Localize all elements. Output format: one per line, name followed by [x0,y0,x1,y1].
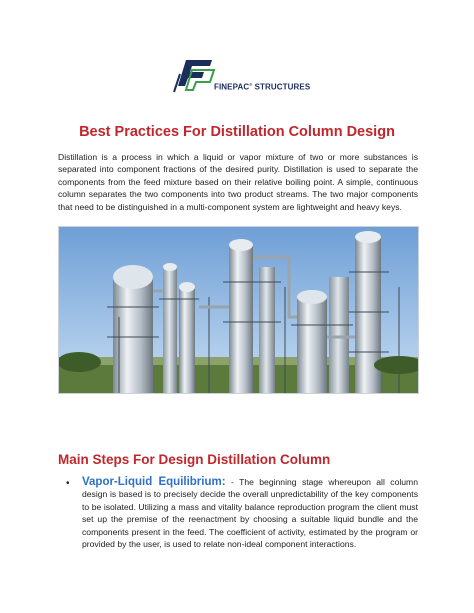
step-term: Vapor-Liquid Equilibrium: [82,476,226,488]
distillation-plant-photo [58,226,419,394]
registered-mark: ® [249,82,253,87]
finepac-logo-mark-icon [170,52,218,96]
step-description: - The beginning stage whereupon all column design is based is to precisely decide the overall unpredictability of the key components to be isolated. Utilizing a mass and vitality balance reproduction program the client must set up the premise of the reenactment by choosing a suitable liquid bundle and the components present in the feed. The coefficient of activity, estimated by the program or provided by the user, is used to relate non-ideal component interactions. [82,477,418,550]
bullet-marker: • [66,478,70,489]
logo-wordmark [214,82,310,92]
distillation-columns-illustration [59,227,418,393]
logo-brand-suffix: STRUCTURES [254,82,311,92]
section-heading: Main Steps For Design Distillation Column [58,452,331,467]
company-logo [170,52,310,102]
step-vapor-liquid-equilibrium [82,476,418,550]
intro-paragraph: Distillation is a process in which a liquid or vapor mixture of two or more substances is separated into component fractions of the desired purity. Distillation is used to separate the components from the feed mixture based on their relative boiling point. A simple, continuous column separates the two components into two product streams. The two major components that need to be distinguished in a multi-component system are lightweight and heavy keys. [58,152,418,212]
document-title: Best Practices For Distillation Column Design [79,124,395,140]
logo-brand-name: FINEPAC [214,82,250,92]
